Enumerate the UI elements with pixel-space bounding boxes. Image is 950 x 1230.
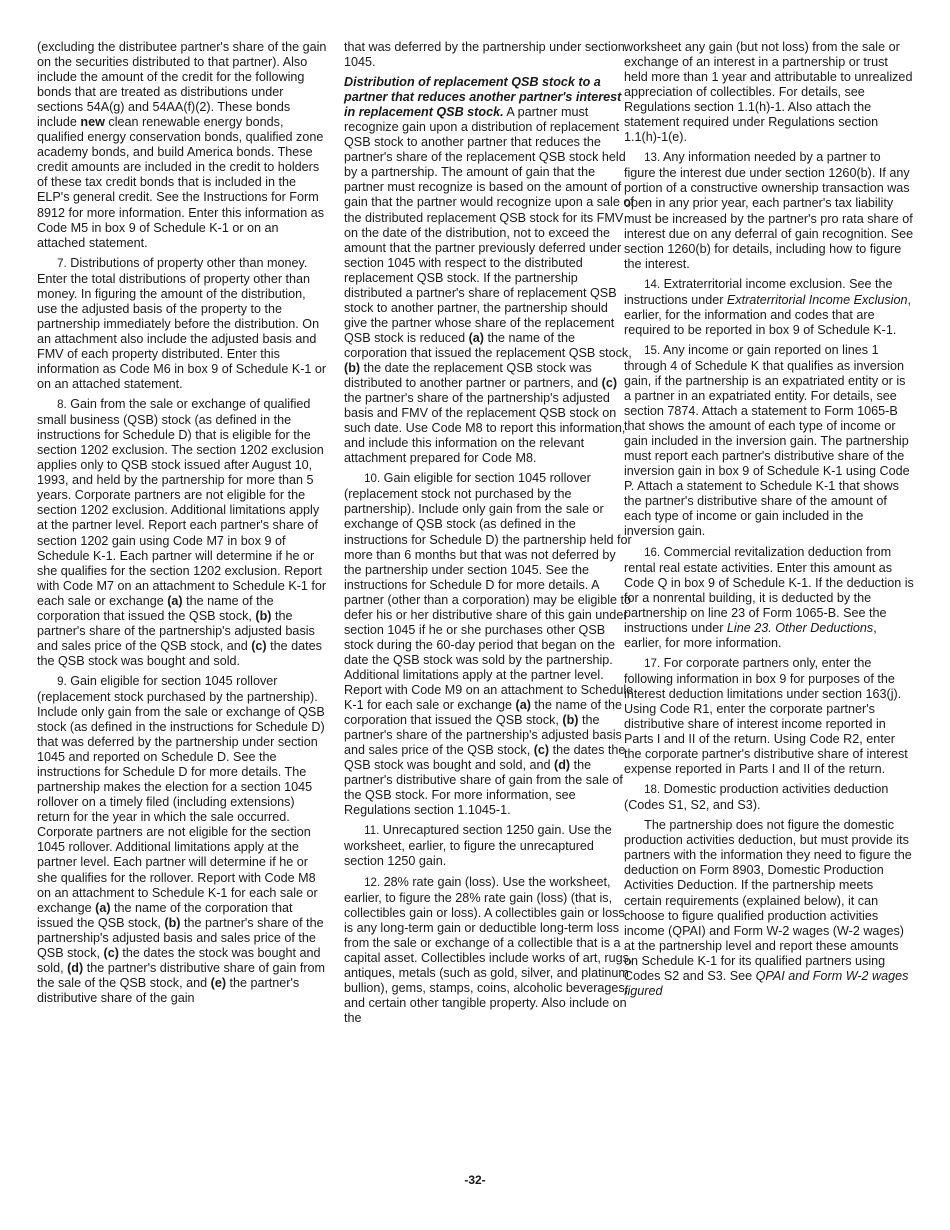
text-run: the partner's share of the partnership's adjusted basis and sales price of the QSB stock, and bbox=[37, 608, 315, 653]
text-run: (excluding the distributee partner's share of the gain on the securities distributed to that partner). Also include the amount of the credit for the following bonds that are treated as distributions under sections 54A(g) and 54AA(f)(2). These bonds include bbox=[37, 40, 327, 130]
text-run: the name of the corporation that issued the QSB stock, bbox=[344, 698, 622, 728]
text-run: Any information needed by a partner to figure the interest due under section 1260(b). If any portion of a constructive ownership transaction was open in any prior year, each partner's tax liability must be increased by the partner's pro rata share of interest due on any deferral of gain recognition. See section 1260(b) for details, including how to figure the interest. bbox=[624, 150, 914, 271]
paragraph bbox=[344, 75, 634, 466]
text-run: (c) bbox=[533, 743, 550, 758]
text-run: the partner's distributive share of gain from the sale of the QSB stock. For more information, see Regulations section 1.1045-1. bbox=[344, 758, 623, 818]
text-run: For corporate partners only, enter the following information in box 9 for purposes of the interest deduction limitations under section 163(j). Using Code R1, enter the corporate partner's distributive share of interest income reported in Parts I and II of the return. Using Code R2, enter the corporate partner's distributive share of interest expense reported in Parts I and II of the return. bbox=[624, 655, 908, 777]
item-number: 13. bbox=[644, 152, 661, 165]
text-column-2 bbox=[344, 40, 634, 1031]
text-run: Gain from the sale or exchange of qualified small business (QSB) stock (as defined in the instructions for Schedule D) that is eligible for the section 1202 exclusion. The section 1202 exclusion applies only to QSB stock issued after August 10, 1993, and held by the partnership for more than 5 years. Corporate partners are not eligible for the section 1202 exclusion. Additional limitations apply at the partner level. Report each partner's share of section 1202 gain using Code M7 in box 9 of Schedule K-1. Each partner will determine if he or she qualifies for the section 1202 exclusion. Report with Code M7 on an attachment to Schedule K-1 for each sale or exchange bbox=[37, 397, 327, 608]
item-number: 15. bbox=[644, 344, 661, 357]
paragraph bbox=[344, 40, 634, 70]
paragraph bbox=[624, 150, 914, 271]
text-run: (a) bbox=[167, 593, 183, 608]
text-run: (c) bbox=[251, 638, 267, 653]
item-number: 11. bbox=[364, 825, 380, 838]
text-run: the name of the corporation that issued the replacement QSB stock, bbox=[344, 330, 632, 360]
item-number: 16. bbox=[644, 546, 661, 559]
paragraph bbox=[344, 875, 634, 1026]
paragraph bbox=[37, 40, 327, 251]
text-run: (b) bbox=[164, 915, 181, 930]
text-run: the name of the corporation that issued the QSB stock, bbox=[37, 593, 274, 623]
text-run: (b) bbox=[344, 360, 361, 375]
paragraph bbox=[344, 471, 634, 818]
text-run: QPAI and Form W-2 wages figured bbox=[624, 968, 909, 998]
paragraph bbox=[624, 343, 914, 540]
text-run: (d) bbox=[554, 758, 571, 773]
paragraph bbox=[624, 656, 914, 777]
text-column-1 bbox=[37, 40, 327, 1011]
text-run: Extraterritorial income exclusion. See the instructions under bbox=[624, 276, 893, 307]
paragraph bbox=[37, 674, 327, 1006]
text-run: Distributions of property other than money. Enter the total distributions of property other than money. In figuring the amount of the distribution, use the adjusted basis of the property to the partnership immediately before the distribution. On an attachment also include the adjusted basis and FMV of each property distributed. Enter this information as Code M6 in box 9 of Schedule K-1 or on an attached statement. bbox=[37, 255, 327, 392]
text-run: Extraterritorial Income Exclusion bbox=[726, 292, 908, 307]
text-run: Any income or gain reported on lines 1 through 4 of Schedule K that qualifies as inversion gain, if the partnership is an expatriated entity or is a partner in an expatriated entity. For details, see section 7874. Attach a statement to Form 1065-B that shows the amount of each type of income or gain included in the inversion gain. The partnership must report each partner's distributive share of the inversion gain in box 9 of Schedule K-1 using Code P. Attach a statement to Schedule K-1 that shows the partner's distributive share of the amount of each type of income or gain included in the inversion gain. bbox=[624, 342, 910, 539]
text-run: (a) bbox=[95, 900, 111, 915]
text-run: The partnership does not figure the domestic production activities deduction, but must provide its partners with the information they need to figure the deduction on Form 8903, Domestic Production Activities Deduction. If the partnership meets certain requirements (explained below), it can choose to figure qualified production activities income (QPAI) and Form W-2 wages (W-2 wages) at the partnership level and report these amounts on Schedule K-1 for its qualified partners using Codes S2 and S3. See bbox=[624, 818, 912, 983]
paragraph bbox=[624, 782, 914, 813]
paragraph bbox=[624, 277, 914, 338]
paragraph bbox=[624, 545, 914, 651]
text-run: A partner must recognize gain upon a distribution of replacement QSB stock to another partner that reduces the partner's share of the replacement QSB stock held by a partnership. The amount of gain that the partner must recognize is based on the amount of gain that the partner would recognize upon a sale of the distributed replacement QSB stock for its FMV on the date of the distribution, not to exceed the amount that the partner previously deferred under section 1045 with respect to the distributed replacement QSB stock. If the partnership distributed a partner's share of replacement QSB stock to another partner, the partnership should give the partner whose share of the replacement QSB stock is reduced bbox=[344, 105, 634, 345]
text-run: Distribution of replacement QSB stock to a partner that reduces another partner's interest in replacement QSB stock. bbox=[344, 75, 622, 120]
text-run: , earlier, for the information and codes that are required to be reported in box 9 of Schedule K-1. bbox=[624, 292, 911, 337]
paragraph bbox=[37, 256, 327, 392]
paragraph bbox=[37, 397, 327, 669]
item-number: 12. bbox=[364, 876, 381, 889]
text-run: Unrecaptured section 1250 gain. Use the worksheet, earlier, to figure the unrecaptured section 1250 gain. bbox=[344, 823, 612, 869]
text-run: the dates the QSB stock was bought and sold. bbox=[37, 638, 322, 668]
text-run: the partner's distributive share of the gain bbox=[37, 975, 300, 1005]
text-run: (b) bbox=[562, 713, 579, 728]
text-run: that was deferred by the partnership under section 1045. bbox=[344, 40, 625, 70]
text-run: (b) bbox=[255, 608, 272, 623]
text-column-3 bbox=[624, 40, 914, 1004]
text-run: Line 23. Other Deductions bbox=[726, 620, 874, 635]
item-number: 14. bbox=[644, 278, 661, 291]
paragraph bbox=[624, 40, 914, 145]
item-number: 7. bbox=[57, 257, 67, 270]
text-run: (c) bbox=[601, 376, 618, 391]
text-run: the date the replacement QSB stock was distributed to another partner or partners, and bbox=[344, 360, 602, 391]
text-run: the name of the corporation that issued the QSB stock, bbox=[37, 900, 293, 930]
item-number: 17. bbox=[644, 657, 661, 670]
text-run: , earlier, for more information. bbox=[624, 620, 877, 650]
text-run: (a) bbox=[468, 330, 484, 345]
text-run: (c) bbox=[103, 945, 119, 960]
text-run: new bbox=[80, 115, 105, 130]
paragraph bbox=[624, 818, 914, 999]
page-number: -32- bbox=[464, 1173, 486, 1187]
text-run: Commercial revitalization deduction from rental real estate activities. Enter this amount as Code Q in box 9 of Schedule K-1. If the deduction is for a nonrental building, it is deducted by the partnership on line 23 of Form 1065-B. See the instructions under bbox=[624, 544, 914, 635]
item-number: 18. bbox=[644, 784, 661, 797]
text-run: the partner's share of the partnership's adjusted basis and sales price of the QSB stock, bbox=[37, 915, 324, 960]
item-number: 8. bbox=[57, 399, 67, 412]
paragraph bbox=[344, 823, 634, 869]
text-run: clean renewable energy bonds, qualified energy conservation bonds, qualified zone academy bonds, and build America bonds. These credit amounts are included in the credit to holders of these tax credit bonds that is included in the ELP's general credit. See the Instructions for Form 8912 for more information. Enter this information as Code M5 in box 9 of Schedule K-1 or on an attached statement. bbox=[37, 115, 324, 250]
item-number: 9. bbox=[57, 675, 67, 688]
text-run: the partner's share of the partnership's adjusted basis and sales price of the QSB stock, bbox=[344, 713, 622, 758]
text-run: worksheet any gain (but not loss) from the sale or exchange of an interest in a partnership or trust held more than 1 year and attributable to unrealized appreciation of collectibles. For details, see Regulations section 1.1(h)-1. Also attach the statement required under Regulations section 1.1(h)-1(e). bbox=[624, 40, 913, 145]
text-run: 28% rate gain (loss). Use the worksheet, earlier, to figure the 28% rate gain (loss) (that is, collectibles gain or loss). A collectibles gain or loss is any long-term gain or deductible long-term loss from the sale or exchange of a collectible that is a capital asset. Collectibles include works of art, rugs, antiques, metals (such as gold, silver, and platinum bullion), gems, stamps, coins, alcoholic beverages, and certain other tangible property. Also include on the bbox=[344, 874, 633, 1025]
text-run: (e) bbox=[210, 975, 227, 990]
text-run: Gain eligible for section 1045 rollover (replacement stock purchased by the partnership). Include only gain from the sale or exchange of QSB stock (as defined in the instructions for Schedule D) that was deferred by the partnership under section 1045 and reported on Schedule D. See the instructions for Schedule D for more details. The partnership makes the election for a section 1045 rollover on a timely filed (including extensions) return for the year in which the sale occurred. Corporate partners are not eligible for the section 1045 rollover. Additional limitations apply at the partner level. Each partner will determine if he or she qualifies for the rollover. Report with Code M8 on an attachment to Schedule K-1 for each sale or exchange bbox=[37, 673, 325, 915]
text-run: Gain eligible for section 1045 rollover (replacement stock not purchased by the partnership). Include only gain from the sale or exchange of QSB stock (as defined in the instructions for Schedule D) the partnership held for more than 6 months but that was not deferred by the partnership under section 1045. See the instructions for Schedule D for more details. A partner (other than a corporation) may be eligible to defer his or her distributive share of this gain under section 1045 if he or she purchases other QSB stock during the 60-day period that began on the date the QSB stock was sold by the partnership. Additional limitations apply at the partner level. Report with Code M9 on an attachment to Schedule K-1 for each sale or exchange bbox=[344, 471, 634, 713]
text-run: the dates the QSB stock was bought and sold, and bbox=[344, 743, 626, 773]
item-number: 10. bbox=[364, 473, 381, 486]
text-run: (a) bbox=[515, 698, 531, 713]
text-run: (d) bbox=[67, 960, 84, 975]
text-run: the partner's share of the partnership's adjusted basis and FMV of the replacement QSB stock on such date. Use Code M8 to report this information, and include this information on the relevant attachment prepared for Code M8. bbox=[344, 391, 626, 466]
text-run: the partner's distributive share of gain from the sale of the QSB stock, and bbox=[37, 960, 326, 990]
text-run: the dates the stock was bought and sold, bbox=[37, 945, 321, 975]
text-run: Domestic production activities deduction (Codes S1, S2, and S3). bbox=[624, 782, 889, 813]
